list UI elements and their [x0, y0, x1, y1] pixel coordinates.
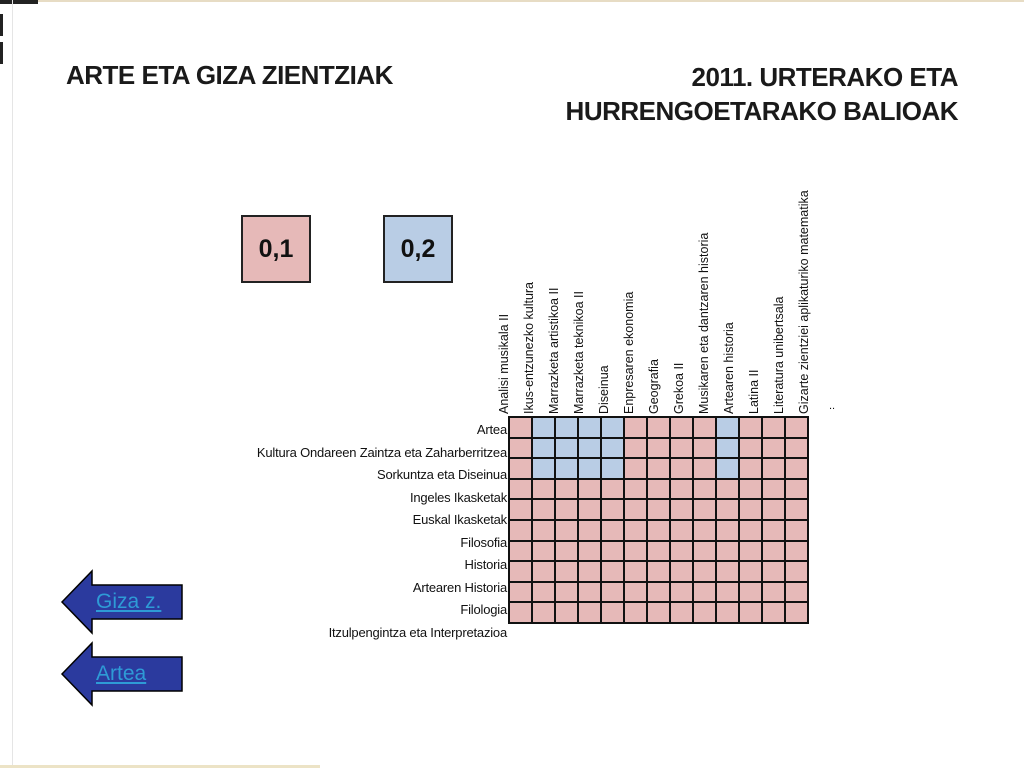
matrix-cell: [647, 520, 670, 541]
matrix-cell: [509, 499, 532, 520]
matrix-cell: [739, 499, 762, 520]
matrix-cell: [578, 438, 601, 459]
matrix-cell: [785, 458, 808, 479]
matrix-cell: [647, 602, 670, 623]
matrix-cell: [785, 417, 808, 438]
matrix-cell: [647, 438, 670, 459]
matrix-cell: [785, 520, 808, 541]
matrix-cell: [739, 458, 762, 479]
side-mark: [0, 42, 3, 64]
matrix-cell: [693, 458, 716, 479]
matrix-cell: [762, 479, 785, 500]
matrix-cell: [785, 479, 808, 500]
matrix-cell: [647, 499, 670, 520]
matrix-cell: [716, 438, 739, 459]
matrix-cell: [670, 602, 693, 623]
column-header-label: Literatura unibertsala: [772, 296, 786, 414]
matrix-cell: [555, 479, 578, 500]
matrix-cell: [509, 561, 532, 582]
matrix-cell: [555, 438, 578, 459]
matrix-cell: [762, 499, 785, 520]
matrix-cell: [693, 582, 716, 603]
side-mark: [0, 14, 3, 36]
page-title: ARTE ETA GIZA ZIENTZIAK: [66, 60, 393, 90]
column-header-label: Musikaren eta dantzaren historia: [697, 232, 711, 414]
matrix-cell: [785, 499, 808, 520]
subtitle-line-1: 2011. URTERAKO ETA: [691, 62, 958, 92]
matrix-cell: [670, 417, 693, 438]
matrix-cell: [716, 582, 739, 603]
matrix-cell: [624, 561, 647, 582]
matrix-cell: [693, 438, 716, 459]
matrix-cell: [647, 541, 670, 562]
matrix-cell: [693, 499, 716, 520]
row-label: Ingeles Ikasketak: [409, 489, 507, 505]
matrix-cell: [624, 458, 647, 479]
nav-back-giza[interactable]: [60, 569, 184, 635]
matrix-cell: [624, 438, 647, 459]
subtitle-line-2: HURRENGOETARAKO BALIOAK: [565, 96, 958, 126]
matrix-cell: [624, 479, 647, 500]
left-border-line: [12, 0, 13, 768]
matrix-cell: [532, 602, 555, 623]
column-header-label: Analisi musikala II: [497, 313, 511, 414]
column-header-label: Marrazketa teknikoa II: [572, 291, 586, 414]
matrix-cell: [762, 438, 785, 459]
matrix-cell: [601, 458, 624, 479]
table-row: [509, 499, 808, 520]
matrix-cell: [601, 520, 624, 541]
matrix-cell: [601, 417, 624, 438]
table-row: [509, 602, 808, 623]
matrix-cell: [693, 520, 716, 541]
matrix-cell: [578, 582, 601, 603]
page-subtitle: [566, 60, 958, 128]
matrix-cell: [601, 499, 624, 520]
matrix-cell: [739, 602, 762, 623]
nav-back-artea[interactable]: [60, 641, 184, 707]
matrix-cell: [509, 417, 532, 438]
matrix-cell: [532, 458, 555, 479]
matrix-cell: [670, 458, 693, 479]
matrix-cell: [555, 602, 578, 623]
matrix-cell: [716, 520, 739, 541]
matrix-cell: [785, 602, 808, 623]
matrix-cell: [739, 520, 762, 541]
column-header-label: Latina II: [747, 369, 761, 414]
table-row: [509, 541, 808, 562]
matrix-cell: [716, 499, 739, 520]
matrix-cell: [578, 561, 601, 582]
row-label: Artearen Historia: [412, 579, 507, 595]
matrix-cell: [578, 479, 601, 500]
matrix-cell: [624, 582, 647, 603]
matrix-cell: [762, 417, 785, 438]
matrix-cell: [647, 417, 670, 438]
matrix-cell: [693, 479, 716, 500]
matrix-cell: [739, 541, 762, 562]
matrix-cell: [716, 479, 739, 500]
matrix-cell: [693, 417, 716, 438]
matrix-cell: [647, 582, 670, 603]
matrix-cell: [578, 520, 601, 541]
matrix-cell: [601, 541, 624, 562]
value-matrix: [508, 416, 809, 624]
row-label: Historia: [464, 557, 507, 572]
column-header-label: Marrazketa artistikoa II: [547, 287, 561, 414]
matrix-cell: [578, 458, 601, 479]
matrix-cell: [509, 602, 532, 623]
column-header-label: Geografia: [647, 359, 661, 414]
matrix-cell: [555, 458, 578, 479]
matrix-cell: [670, 561, 693, 582]
matrix-cell: [509, 541, 532, 562]
matrix-cell: [647, 561, 670, 582]
matrix-cell: [693, 602, 716, 623]
nav-link-giza[interactable]: Giza z.: [96, 590, 162, 613]
matrix-cell: [762, 582, 785, 603]
matrix-cell: [601, 602, 624, 623]
matrix-cell: [785, 582, 808, 603]
table-row: [509, 479, 808, 500]
matrix-cell: [532, 520, 555, 541]
row-label: Filologia: [460, 602, 507, 617]
column-header-label: Enpresaren ekonomia: [622, 291, 636, 414]
matrix-cell: [739, 479, 762, 500]
matrix-cell: [601, 582, 624, 603]
matrix-cell: [670, 499, 693, 520]
nav-link-artea[interactable]: Artea: [96, 662, 147, 685]
matrix-cell: [693, 541, 716, 562]
matrix-cell: [785, 541, 808, 562]
matrix-cell: [509, 520, 532, 541]
matrix-cell: [624, 520, 647, 541]
matrix-cell: [716, 458, 739, 479]
column-header-label: Grekoa II: [672, 362, 686, 414]
matrix-cell: [532, 438, 555, 459]
matrix-cell: [601, 561, 624, 582]
matrix-cell: [601, 479, 624, 500]
table-row: [509, 438, 808, 459]
matrix-cell: [762, 520, 785, 541]
matrix-cell: [555, 520, 578, 541]
matrix-cell: [555, 417, 578, 438]
table-row: [509, 520, 808, 541]
matrix-cell: [716, 602, 739, 623]
matrix-cell: [578, 541, 601, 562]
matrix-cell: [762, 541, 785, 562]
matrix-cell: [555, 541, 578, 562]
matrix-cell: [578, 602, 601, 623]
row-label: Sorkuntza eta Diseinua: [376, 467, 507, 482]
legend-value-0-2: 0,2: [383, 215, 453, 283]
matrix-cell: [509, 582, 532, 603]
matrix-cell: [532, 417, 555, 438]
column-header-label: Gizarte zientziei aplikaturiko matematika: [797, 190, 811, 414]
row-label: Itzulpengintza eta Interpretazioa: [328, 624, 507, 640]
matrix-cell: [739, 561, 762, 582]
row-label: Kultura Ondareen Zaintza eta Zaharberritzea: [256, 444, 507, 460]
matrix-cell: [555, 561, 578, 582]
matrix-cell: [670, 541, 693, 562]
matrix-cell: [624, 602, 647, 623]
row-label: Euskal Ikasketak: [412, 512, 507, 527]
column-overflow-mark: ..: [829, 400, 836, 412]
matrix-cell: [762, 561, 785, 582]
matrix-cell: [624, 417, 647, 438]
matrix-cell: [532, 582, 555, 603]
matrix-cell: [785, 438, 808, 459]
column-header-label: Ikus-entzunezko kultura: [522, 281, 536, 414]
matrix-cell: [555, 499, 578, 520]
corner-mark: [0, 0, 38, 4]
matrix-cell: [532, 541, 555, 562]
matrix-cell: [762, 458, 785, 479]
matrix-cell: [785, 561, 808, 582]
matrix-cell: [739, 582, 762, 603]
matrix-cell: [555, 582, 578, 603]
matrix-cell: [670, 438, 693, 459]
matrix-cell: [624, 541, 647, 562]
matrix-cell: [716, 541, 739, 562]
column-header-label: Diseinua: [597, 365, 611, 414]
table-row: [509, 458, 808, 479]
matrix-cell: [532, 561, 555, 582]
matrix-cell: [670, 582, 693, 603]
matrix-cell: [578, 417, 601, 438]
legend-value-0-1: 0,1: [241, 215, 311, 283]
matrix-cell: [739, 417, 762, 438]
table-row: [509, 561, 808, 582]
matrix-cell: [670, 520, 693, 541]
top-border-line: [0, 0, 1024, 2]
matrix-cell: [532, 479, 555, 500]
matrix-cell: [578, 499, 601, 520]
row-label: Artea: [476, 422, 507, 437]
matrix-cell: [624, 499, 647, 520]
table-row: [509, 417, 808, 438]
matrix-cell: [716, 561, 739, 582]
row-label: Filosofia: [460, 534, 507, 550]
matrix-cell: [647, 479, 670, 500]
matrix-cell: [509, 479, 532, 500]
matrix-cell: [716, 417, 739, 438]
matrix-cell: [509, 458, 532, 479]
table-row: [509, 582, 808, 603]
matrix-cell: [739, 438, 762, 459]
column-header-label: Artearen historia: [722, 322, 736, 414]
matrix-cell: [693, 561, 716, 582]
matrix-cell: [601, 438, 624, 459]
matrix-cell: [509, 438, 532, 459]
matrix-cell: [647, 458, 670, 479]
matrix-cell: [532, 499, 555, 520]
matrix-cell: [762, 602, 785, 623]
matrix-cell: [670, 479, 693, 500]
